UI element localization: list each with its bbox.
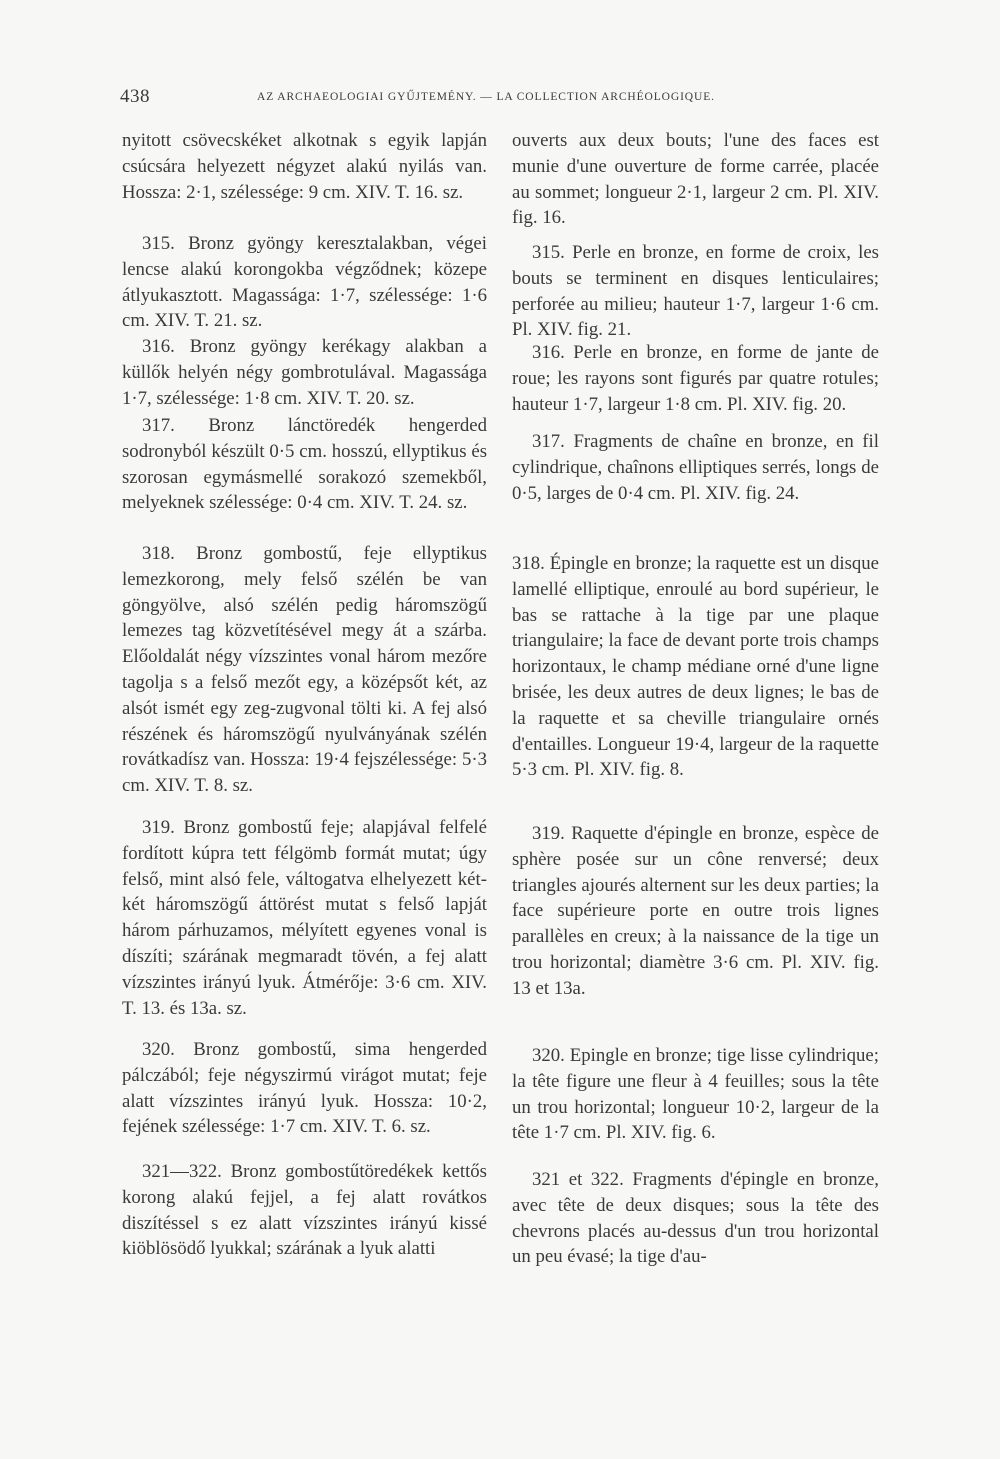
running-head: AZ ARCHAEOLOGIAI GYŰJTEMÉNY. — LA COLLECTION ARCHÉOLOGIQUE. [257,91,715,103]
paragraph-318: 318. Bronz gombostű, feje ellyptikus lemezkorong, mely felső szélén be van göngyölve, alsó szélén pedig háromszögű lemezes tag közvetítésével megy át a szárba. Előoldalát négy vízszintes vonal három mezőre tagolja s a felső mezőt egy, a középsőt két, az alsót ismét egy zeg-zugvonal tölti ki. A fej alsó részének és háromszögű nyulványának szélén rovátkadísz van. Hossza: 19·4 fejszélessége: 5·3 cm. XIV. T. 8. sz. [122,543,487,797]
paragraph-315: 315. Bronz gyöngy keresztalakban, végei lencse alakú korongokba végződnek; közepe átlyukasztott. Magassága: 1·7, szélessége: 1·6 cm. XIV. T. 21. sz. [122,233,487,332]
paragraph-321-322: 321—322. Bronz gombostűtöredékek kettős korong alakú fejjel, a fej alatt rovátkos diszítéssel s ez alatt vízszintes irányú kissé kiöblösödő lyukkal; szárának a lyuk alatti [122,1161,487,1260]
paragraph-319: 319. Bronz gombostű feje; alapjával felfelé fordított kúpra tett félgömb formát mutat; úgy felső, mint alsó fele, váltogatva elhelyezett két-két háromszögű áttörést mutat s felső lapját három párhuzamos, mélyített egyenes vonal is díszíti; szárának megmaradt tövén, a fej alatt vízszintes irányú lyuk. Átmérője: 3·6 cm. XIV. T. 13. és 13a. sz. [122,817,487,1019]
paragraph-continuation: nyitott csövecskéket alkotnak s egyik lapján csúcsára helyezett négyzet alakú nyilás van. Hossza: 2·1, szélessége: 9 cm. XIV. T. 16. sz. [122,130,487,203]
page-number: 438 [120,86,150,107]
paragraph-321-322-fr: 321 et 322. Fragments d'épingle en bronze, avec tête de deux disques; sous la tête des chevrons placés au-dessus d'un trou horizontal un peu évasé; la tige d'au- [512,1169,879,1268]
paragraph-315-fr: 315. Perle en bronze, en forme de croix, les bouts se terminent en disques lenticulaires; perforée au milieu; hauteur 1·7, largeur 1·6 cm. Pl. XIV. fig. 21. [512,242,879,341]
paragraph-317-fr: 317. Fragments de chaîne en bronze, en fil cylindrique, chaînons elliptiques serrés, longs de 0·5, larges de 0·4 cm. Pl. XIV. fig. 24. [512,431,879,504]
page-header [0,86,1000,116]
paragraph-319-fr: 319. Raquette d'épingle en bronze, espèce de sphère posée sur un cône renversé; deux triangles ajourés alternent sur les deux parties; la face supérieure porte en outre trois lignes parallèles en creux; à la naissance de la tige un trou horizontal; diamètre 3·6 cm. Pl. XIV. fig. 13 et 13a. [512,823,879,999]
paragraph-316: 316. Bronz gyöngy kerékagy alakban a küllők helyén négy gombrotulával. Magassága 1·7, szélessége: 1·8 cm. XIV. T. 20. sz. [122,336,487,409]
paragraph-316-fr: 316. Perle en bronze, en forme de jante de roue; les rayons sont figurés par quatre rotules; hauteur 1·7, largeur 1·8 cm. Pl. XIV. fig. 20. [512,342,879,415]
paragraph-320-fr: 320. Epingle en bronze; tige lisse cylindrique; la tête figure une fleur à 4 feuilles; sous la tête un trou horizontal; longueur 10·2, largeur de la tête 1·7 cm. Pl. XIV. fig. 6. [512,1045,879,1144]
paragraph-317: 317. Bronz lánctöredék hengerded sodronyból készült 0·5 cm. hosszú, ellyptikus és szorosan egymásmellé sorakozó szemekből, melyeknek szélessége: 0·4 cm. XIV. T. 24. sz. [122,415,487,514]
paragraph-318-fr: 318. Épingle en bronze; la raquette est un disque lamellé elliptique, enroulé au bord supérieur, le bas se rattache à la tige par une plaque triangulaire; la face de devant porte trois champs horizontaux, le champ médiane orné d'une ligne brisée, les deux autres de deux lignes; le bas de la raquette et sa cheville triangulaire ornés d'entailles. Longueur 19·4, largeur de la raquette 5·3 cm. Pl. XIV. fig. 8. [512,553,879,781]
paragraph-continuation-fr: ouverts aux deux bouts; l'une des faces est munie d'une ouverture de forme carrée, placée au sommet; longueur 2·1, largeur 2 cm. Pl. XIV. fig. 16. [512,130,879,229]
paragraph-320: 320. Bronz gombostű, sima hengerded pálczából; feje négyszirmú virágot mutat; feje alatt vízszintes irányú lyuk. Hossza: 10·2, fejének szélessége: 1·7 cm. XIV. T. 6. sz. [122,1039,487,1138]
